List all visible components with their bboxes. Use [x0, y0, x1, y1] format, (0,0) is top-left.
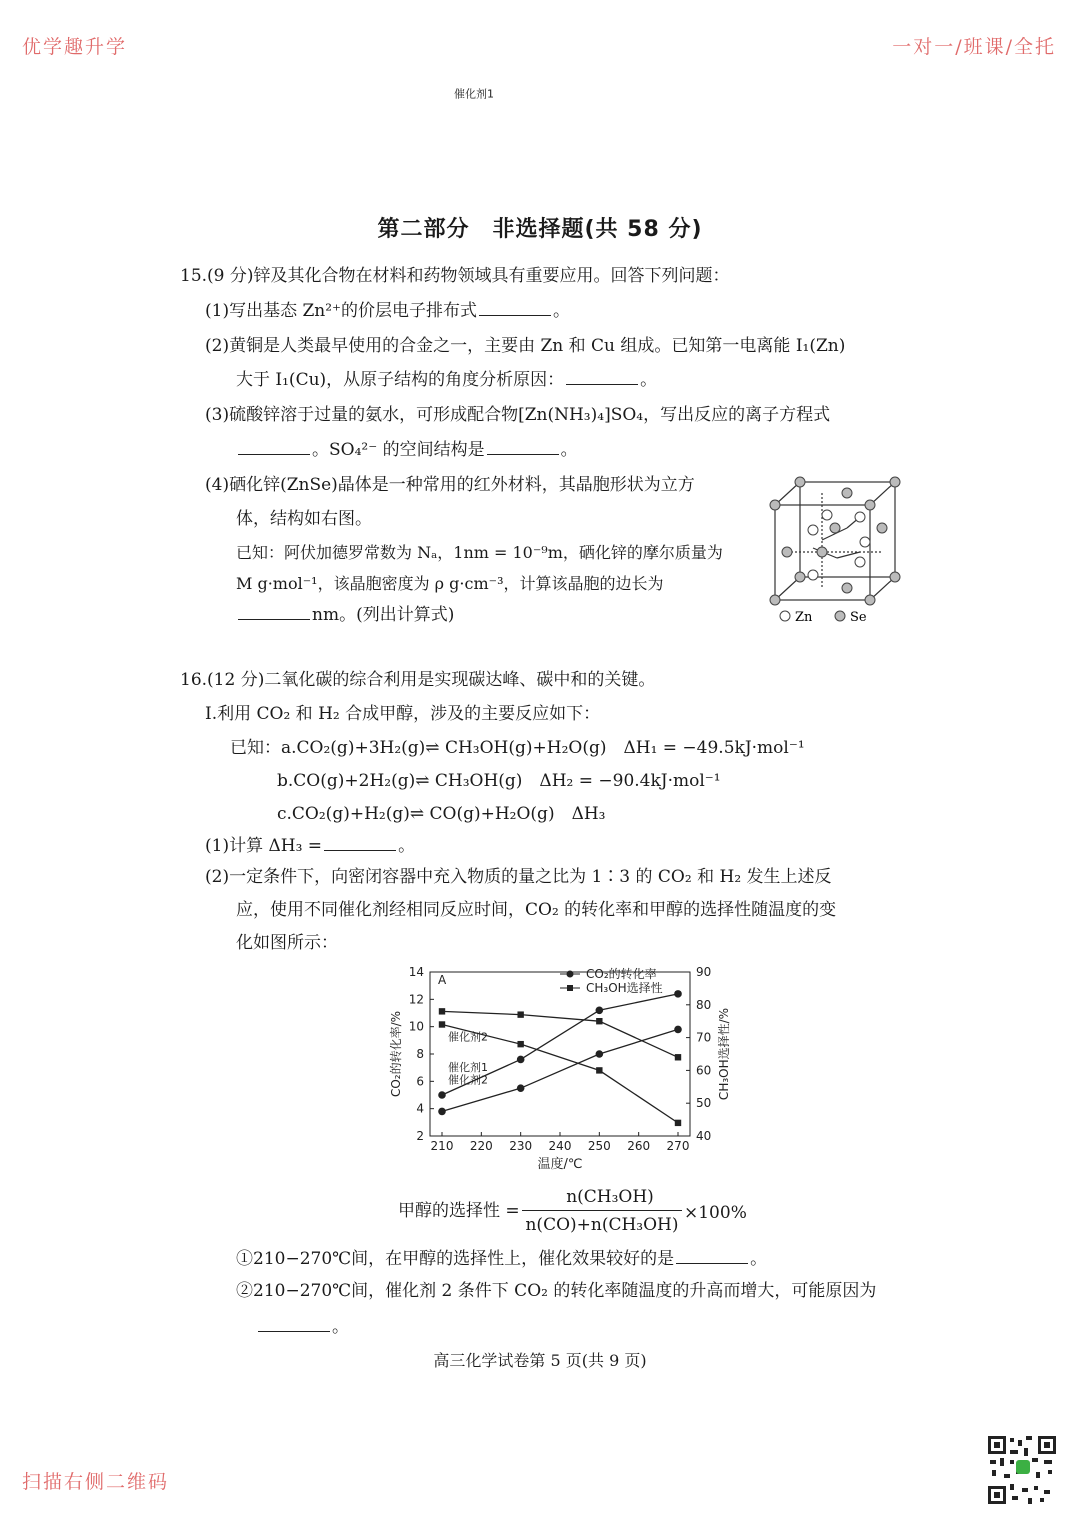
answer-blank[interactable]: [566, 370, 638, 385]
reaction-c: c.CO₂(g)+H₂(g)⇌ CO(g)+H₂O(g) ΔH₃: [277, 804, 606, 824]
q16-part2-line3: 化如图所示：: [236, 933, 338, 953]
q16-sub2-answer: 。: [256, 1316, 349, 1338]
x-tick-label: 210: [430, 1139, 454, 1153]
q15-part1-text: (1)写出基态 Zn²⁺的价层电子排布式: [205, 301, 478, 321]
q15-part4-line2: 体，结构如右图。: [236, 509, 372, 529]
header-left-watermark: 优学趣升学: [22, 36, 128, 58]
q15-part3-line1: (3)硫酸锌溶于过量的氨水，可形成配合物[Zn(NH₃)₄]SO₄，写出反应的离子方程式: [205, 405, 831, 425]
q16-sub1-text: ①210−270℃间，在甲醇的选择性上，催化效果较好的是: [236, 1249, 675, 1269]
q16-sub1: ①210−270℃间，在甲醇的选择性上，催化效果较好的是 。: [236, 1249, 768, 1269]
q15-part4-line4: M g·mol⁻¹，该晶胞密度为 ρ g·cm⁻³，计算该晶胞的边长为: [236, 574, 664, 593]
data-point-s3-0: [439, 1021, 445, 1027]
q15-part2-line1: (2)黄铜是人类最早使用的合金之一，主要由 Zn 和 Cu 组成。已知第一电离能 I₁(Zn): [205, 336, 846, 356]
x-tick-label: 220: [469, 1139, 493, 1153]
data-point-s1-2: [596, 1050, 604, 1058]
panel-label: A: [438, 973, 447, 987]
data-point-s2-0: [439, 1008, 445, 1014]
data-point-s2-2: [596, 1018, 602, 1024]
data-point-s0-1: [517, 1056, 525, 1064]
znse-crystal-figure: [765, 470, 910, 630]
data-point-s3-2: [596, 1067, 602, 1073]
x-axis-label: 温度/℃: [537, 1157, 583, 1172]
fraction-bar: [522, 1210, 682, 1211]
answer-blank[interactable]: [479, 301, 551, 316]
data-point-s0-2: [596, 1006, 604, 1014]
answer-blank[interactable]: [487, 440, 559, 455]
q15-part1: (1)写出基态 Zn²⁺的价层电子排布式 。: [205, 301, 571, 321]
y-right-tick-label: 50: [696, 1096, 712, 1111]
qr-code[interactable]: [988, 1436, 1056, 1504]
legend-marker-selectivity: [567, 985, 573, 991]
series-label-0: 催化剂1: [448, 1061, 488, 1074]
y-right-axis-label: CH₃OH选择性/%: [717, 1007, 731, 1101]
data-point-s3-1: [517, 1041, 523, 1047]
y-left-tick-label: 4: [416, 1101, 424, 1116]
data-point-s1-0: [438, 1108, 446, 1116]
y-left-tick-label: 14: [408, 965, 424, 979]
q15-part4-line3: 已知：阿伏加德罗常数为 Nₐ，1nm = 10⁻⁹m，硒化锌的摩尔质量为: [236, 543, 723, 562]
q15-part4-text: nm。(列出计算式): [312, 605, 455, 625]
y-right-tick-label: 90: [696, 965, 712, 979]
q15-part2-text: 大于 I₁(Cu)，从原子结构的角度分析原因：: [236, 370, 565, 390]
q15-part3-text: 。SO₄²⁻ 的空间结构是: [312, 440, 485, 460]
series-label-1: 催化剂2: [448, 1073, 488, 1087]
x-tick-label: 250: [587, 1139, 611, 1153]
data-point-s0-3: [674, 990, 682, 998]
legend-label-selectivity: CH₃OH选择性: [586, 981, 663, 995]
q15-intro: 15.(9 分)锌及其化合物在材料和药物领域具有重要应用。回答下列问题：: [180, 266, 730, 286]
zn-atoms: [808, 510, 870, 580]
x-tick-label: 230: [509, 1139, 533, 1153]
x-tick-label: 240: [548, 1139, 572, 1153]
q16-part1-intro: Ⅰ.利用 CO₂ 和 H₂ 合成甲醇，涉及的主要反应如下：: [205, 704, 601, 724]
zn-legend-label: Zn: [795, 610, 813, 625]
data-point-s2-1: [517, 1011, 523, 1017]
q16-part2-line2: 应，使用不同催化剂经相同反应时间，CO₂ 的转化率和甲醇的选择性随温度的变: [236, 900, 837, 920]
y-left-tick-label: 6: [416, 1074, 424, 1089]
data-point-s2-3: [675, 1054, 681, 1060]
selectivity-formula-label: 甲醇的选择性 =: [398, 1201, 520, 1221]
y-left-tick-label: 12: [408, 992, 424, 1007]
answer-blank[interactable]: [238, 605, 310, 620]
q16-part2-line1: (2)一定条件下，向密闭容器中充入物质的量之比为 1∶3 的 CO₂ 和 H₂ 发生上述反: [205, 867, 832, 887]
q15-part3-line2: 。SO₄²⁻ 的空间结构是 。: [236, 439, 578, 461]
data-point-s1-1: [517, 1084, 525, 1092]
y-left-tick-label: 10: [408, 1019, 424, 1034]
q15-part4-line5: [236, 604, 454, 626]
answer-blank[interactable]: [238, 440, 310, 455]
page-footer: 高三化学试卷第 5 页(共 9 页): [433, 1351, 647, 1370]
se-legend-icon: [835, 611, 845, 621]
y-left-tick-label: 8: [416, 1047, 424, 1061]
bottom-left-watermark: 扫描右侧二维码: [22, 1471, 170, 1493]
selectivity-formula-numerator: n(CH₃OH): [566, 1187, 654, 1207]
se-legend-label: Se: [850, 610, 867, 625]
q16-part1-text: (1)计算 ΔH₃ =: [205, 836, 323, 856]
legend-marker-conversion: [567, 971, 574, 978]
q15-part4-line1: (4)硒化锌(ZnSe)晶体是一种常用的红外材料，其晶胞形状为立方: [205, 475, 695, 495]
series-label-2: 催化剂1: [454, 87, 494, 101]
y-right-tick-label: 40: [696, 1129, 712, 1143]
legend-label-conversion: CO₂的转化率: [586, 967, 657, 981]
answer-blank[interactable]: [324, 836, 396, 851]
data-point-s1-3: [674, 1026, 682, 1034]
q16-sub2: ②210−270℃间，催化剂 2 条件下 CO₂ 的转化率随温度的升高而增大，可能原因为: [236, 1281, 877, 1301]
answer-blank[interactable]: [258, 1317, 330, 1332]
selectivity-formula-tail: ×100%: [684, 1203, 747, 1223]
header-right-watermark: 一对一/班课/全托: [892, 36, 1056, 58]
series-label-3: 催化剂2: [448, 1030, 488, 1044]
x-tick-label: 260: [627, 1139, 651, 1153]
x-tick-label: 270: [666, 1139, 690, 1153]
data-point-s0-0: [438, 1091, 446, 1099]
y-right-tick-label: 70: [696, 1030, 712, 1045]
y-left-axis-label: CO₂的转化率/%: [389, 1010, 403, 1098]
data-point-s3-3: [675, 1120, 681, 1126]
reaction-b: b.CO(g)+2H₂(g)⇌ CH₃OH(g) ΔH₂ = −90.4kJ·mol⁻¹: [277, 771, 721, 791]
reaction-a: 已知：a.CO₂(g)+3H₂(g)⇌ CH₃OH(g)+H₂O(g) ΔH₁ = −49.5kJ·mol⁻¹: [230, 738, 805, 758]
y-right-tick-label: 60: [696, 1063, 712, 1078]
q16-intro: 16.(12 分)二氧化碳的综合利用是实现碳达峰、碳中和的关键。: [180, 670, 656, 690]
y-left-tick-label: 2: [416, 1129, 424, 1143]
q15-part2-line2: 大于 I₁(Cu)，从原子结构的角度分析原因： 。: [236, 370, 658, 390]
y-right-tick-label: 80: [696, 997, 712, 1012]
selectivity-formula-denominator: n(CO)+n(CH₃OH): [525, 1215, 679, 1235]
zn-legend-icon: [780, 611, 790, 621]
q16-part1: (1)计算 ΔH₃ = 。: [205, 836, 416, 856]
section-title: 第二部分 非选择题(共 58 分): [377, 217, 703, 242]
se-atoms: [770, 477, 900, 605]
answer-blank[interactable]: [676, 1249, 748, 1264]
qr-logo-icon: [1016, 1460, 1030, 1474]
plot-frame: [430, 972, 690, 1136]
